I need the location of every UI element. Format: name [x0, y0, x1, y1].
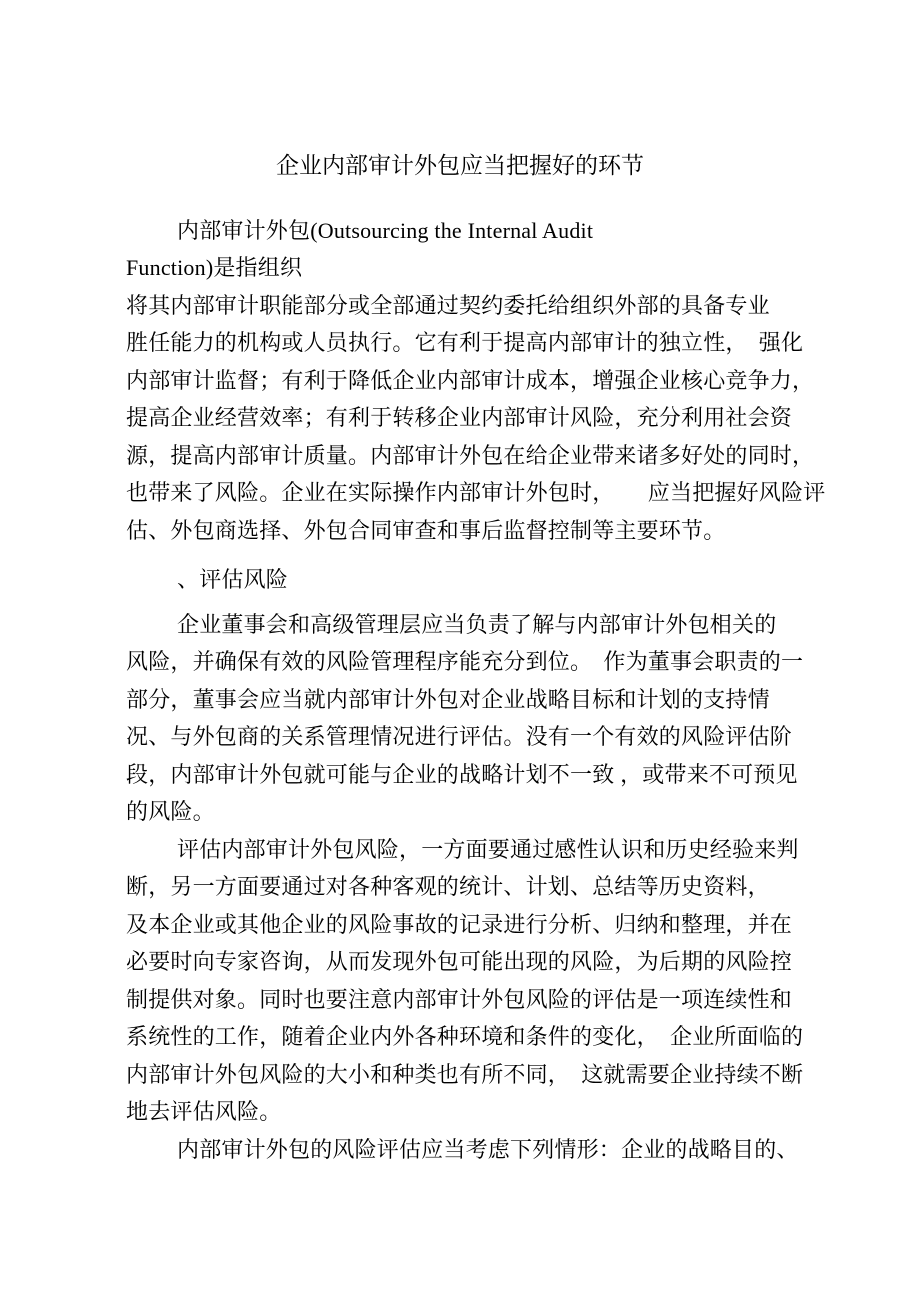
paragraph-line: 的风险。 [126, 799, 215, 824]
paragraph-risk-duty [126, 606, 804, 831]
paragraph-method [126, 831, 804, 1131]
paragraph-line: 内部审计外包的风险评估应当考虑下列情形：企业的战略目的、 [177, 1136, 799, 1162]
paragraph-line: 估、外包商选择、外包合同审查和事后监督控制等主要环节。 [126, 517, 726, 543]
paragraph-line: 提高企业经营效率；有利于转移企业内部审计风险，充分利用社会资 [126, 405, 793, 430]
paragraph-line: 也带来了风险。企业在实际操作内部审计外包时， 应当把握好风险评 [126, 480, 826, 505]
paragraph-line: 段，内部审计外包就可能与企业的战略计划不一致 ，或带来不可预见 [126, 761, 798, 787]
paragraph-line: 系统性的工作，随着企业内外各种环境和条件的变化， 企业所面临的 [126, 1024, 804, 1049]
paragraph-line: 内部审计外包(Outsourcing the Internal Audit [177, 217, 594, 243]
paragraph-line: 况、与外包商的关系管理情况进行评估。没有一个有效的风险评估阶 [126, 724, 793, 749]
paragraph-line: 内部审计外包风险的大小和种类也有所不同， 这就需要企业持续不断 [126, 1061, 804, 1087]
paragraph-line: 断，另一方面要通过对各种客观的统计、计划、总结等历史资料， [126, 874, 770, 899]
section-heading: 、评估风险 [177, 567, 289, 592]
paragraph-line: 地去评估风险。 [126, 1099, 282, 1124]
paragraph-line: 胜任能力的机构或人员执行。它有利于提高内部审计的独立性， 强化 [126, 330, 804, 355]
paragraph-line: 及本企业或其他企业的风险事故的记录进行分析、归纳和整理，并在 [126, 911, 793, 937]
paragraph-line: 部分，董事会应当就内部审计外包对企业战略目标和计划的支持情 [126, 686, 770, 712]
paragraph-situations [126, 1131, 799, 1169]
paragraph-line: 必要时向专家咨询，从而发现外包可能出现的风险，为后期的风险控 [126, 949, 793, 974]
paragraph-line: 企业董事会和高级管理层应当负责了解与内部审计外包相关的 [177, 611, 777, 637]
paragraph-line: 评估内部审计外包风险，一方面要通过感性认识和历史经验来判 [177, 836, 799, 862]
paragraph-line: 制提供对象。同时也要注意内部审计外包风险的评估是一项连续性和 [126, 986, 793, 1012]
paragraph-line: 内部审计监督；有利于降低企业内部审计成本，增强企业核心竞争力， [126, 367, 815, 393]
document-title: 企业内部审计外包应当把握好的环节 [276, 153, 644, 178]
paragraph-line: 风险，并确保有效的风险管理程序能充分到位。 作为董事会职责的一 [126, 649, 804, 674]
paragraph-line: 源，提高内部审计质量。内部审计外包在给企业带来诸多好处的同时， [126, 442, 815, 468]
text-column [126, 147, 826, 1168]
paragraph-intro [126, 212, 826, 550]
paragraph-line: Function)是指组织 [126, 255, 303, 280]
paragraph-line: 将其内部审计职能部分或全部通过契约委托给组织外部的具备专业 [126, 292, 770, 318]
